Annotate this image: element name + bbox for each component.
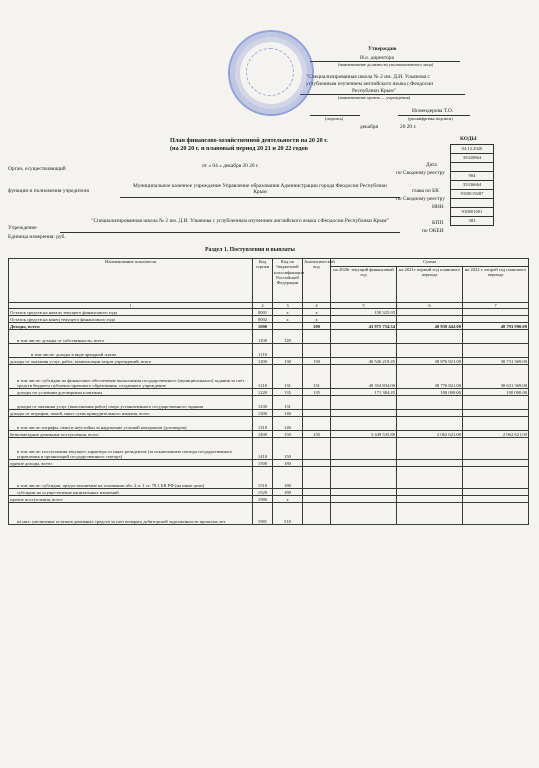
row-bk <box>273 323 303 330</box>
req-right-registry: по Сводному реестру <box>396 170 445 176</box>
row-value-y3 <box>463 344 529 358</box>
row-code: 1500 <box>253 460 273 467</box>
row-an <box>303 496 331 503</box>
row-value-y1 <box>331 344 397 358</box>
table-row <box>9 503 529 525</box>
row-an <box>303 344 331 358</box>
row-value-y2 <box>397 396 463 410</box>
row-value-y3 <box>463 489 529 496</box>
row-value-y1: 40 354 834.00 <box>331 365 397 389</box>
row-code: 1310 <box>253 417 273 431</box>
row-value-y3 <box>463 410 529 417</box>
table-row <box>9 396 529 410</box>
row-value-y1 <box>331 396 397 410</box>
row-code: 1100 <box>253 330 273 344</box>
col-header-sum: Сумма <box>331 259 529 267</box>
row-bk: 130 <box>273 358 303 365</box>
row-value-y2 <box>397 503 463 525</box>
row-value-y1: 3 449 535.89 <box>331 431 397 438</box>
row-value-y1 <box>331 438 397 460</box>
row-value-y2 <box>397 316 463 323</box>
row-an <box>303 417 331 431</box>
row-bk: 135 <box>273 389 303 396</box>
row-value-y3: 38 731 369.00 <box>463 358 529 365</box>
table-row <box>9 496 529 503</box>
row-value-y3: 40 793 990.00 <box>463 323 529 330</box>
row-value-y2 <box>397 417 463 431</box>
row-an: 131 <box>303 365 331 389</box>
table-row <box>9 417 529 431</box>
row-an <box>303 330 331 344</box>
row-value-y3 <box>463 396 529 410</box>
plan-title: План финансово-хозяйственной деятельности на 20 20 г. <box>170 137 328 144</box>
row-value-y1 <box>331 503 397 525</box>
row-name: доходы от оказания услуг (выполнения работ) сверх установленного государственного задания <box>9 396 253 410</box>
row-an: 135 <box>303 389 331 396</box>
col-header-an: Аналитический код <box>303 259 331 303</box>
row-value-y2: 2 062 621.00 <box>397 431 463 438</box>
row-code: 1510 <box>253 467 273 489</box>
row-an <box>303 396 331 410</box>
row-value-y1 <box>331 496 397 503</box>
table-row <box>9 410 529 417</box>
row-name: в том числе: субсидии на финансовое обеспечение выполнения государственного (муниципального) задания за счет средств бюджета публично-правового образования, создавшего учреждение <box>9 365 253 389</box>
row-name: Доходы, всего: <box>9 323 253 330</box>
row-value-y3 <box>463 460 529 467</box>
req-founder-label2: функции и полномочия учредителя <box>8 188 89 194</box>
req-right-date: Дата <box>426 162 437 168</box>
table-row <box>9 467 529 489</box>
row-name: прочие доходы, всего <box>9 460 253 467</box>
row-an <box>303 410 331 417</box>
row-code: 1981 <box>253 503 273 525</box>
row-an <box>303 460 331 467</box>
plan-subtitle: (на 20 20 г. и плановый период 20 21 и 20 22 годов <box>170 145 308 152</box>
row-an <box>303 438 331 460</box>
row-name: в том числе: штрафы, пени и неустойки за нарушение условий контрактов (договоров) <box>9 417 253 431</box>
row-value-y1: 150 325.93 <box>331 309 397 316</box>
signer-caption: (расшифровка подписи) <box>408 116 453 121</box>
position-caption: (наименование должности уполномоченного лица) <box>338 62 434 67</box>
row-name: доходы от штрафов, пеней, иных сумм принудительного изъятия, всего <box>9 410 253 417</box>
row-value-y3: 38 631 369.00 <box>463 365 529 389</box>
req-right-head-bk: глава по БК <box>412 188 439 194</box>
row-value-y3 <box>463 316 529 323</box>
signature-caption: (подпись) <box>325 116 344 121</box>
row-value-y3 <box>463 467 529 489</box>
row-bk: 140 <box>273 417 303 431</box>
req-founder-label: Орган, осуществляющий <box>8 166 66 172</box>
req-right-registry2: по Сводному реестру <box>396 196 445 202</box>
row-value-y2 <box>397 460 463 467</box>
table-header-row <box>9 259 529 267</box>
row-value-y2 <box>397 467 463 489</box>
approval-title: Утверждаю <box>368 46 397 52</box>
req-right-okei: по ОКЕИ <box>422 228 444 234</box>
row-value-y3 <box>463 438 529 460</box>
row-an: х <box>303 309 331 316</box>
row-name: Остаток средств на конец текущего финансового года <box>9 316 253 323</box>
row-code: 0002 <box>253 316 273 323</box>
table-row <box>9 309 529 316</box>
row-code: 1000 <box>253 323 273 330</box>
table-row <box>9 323 529 330</box>
row-value-y3: 100 000.00 <box>463 389 529 396</box>
row-bk: х <box>273 316 303 323</box>
row-value-y2: 40 939 442.00 <box>397 323 463 330</box>
table-row <box>9 431 529 438</box>
row-value-y3 <box>463 309 529 316</box>
table-row <box>9 330 529 344</box>
row-value-y1 <box>331 489 397 496</box>
row-code: 1110 <box>253 344 273 358</box>
round-stamp <box>228 30 314 116</box>
row-name: прочие поступления, всего <box>9 496 253 503</box>
row-value-y3 <box>463 417 529 431</box>
row-code: 1200 <box>253 358 273 365</box>
row-value-y1: 171 384.45 <box>331 389 397 396</box>
row-name: Остаток средств на начало текущего финансового года <box>9 309 253 316</box>
row-name: в том числе: поступления текущего характера от иных резидентов (за исключением сектора государственного управления и организаций государственного сектора) <box>9 438 253 460</box>
row-code: 1980 <box>253 496 273 503</box>
row-value-y3: 2 062 621.00 <box>463 431 529 438</box>
table-row <box>9 365 529 389</box>
row-code: 1300 <box>253 410 273 417</box>
row-value-y2: 38 876 821.00 <box>397 358 463 365</box>
table-row <box>9 389 529 396</box>
row-name: в том числе: доходы в виде арендной платы <box>9 344 253 358</box>
row-name: в том числе: субсидии, предоставляемые на основании абз. 2 п. 1 ст. 78.1 БК РФ (на иные цели) <box>9 467 253 489</box>
row-code: 1230 <box>253 396 273 410</box>
row-code: 1220 <box>253 389 273 396</box>
section-title: Раздел 1. Поступления и выплаты <box>205 247 295 253</box>
table-row <box>9 344 529 358</box>
row-value-y2 <box>397 330 463 344</box>
row-value-y1 <box>331 417 397 431</box>
row-value-y3 <box>463 503 529 525</box>
table-row <box>9 316 529 323</box>
row-value-y3 <box>463 496 529 503</box>
req-institution-value: "Специализированная школа № 2 им. Д.И. Ульянова с углубленным изучением английского языка г.Феодосии Республики Крым" <box>91 218 389 224</box>
row-code: 1400 <box>253 431 273 438</box>
row-value-y1: 43 975 754.34 <box>331 323 397 330</box>
row-value-y1 <box>331 316 397 323</box>
row-bk: 140 <box>273 410 303 417</box>
row-code: 1520 <box>253 489 273 496</box>
row-bk <box>273 344 303 358</box>
req-right-inn: ИНН <box>432 204 444 210</box>
row-name: безвозмездные денежные поступления, всего <box>9 431 253 438</box>
row-bk: 131 <box>273 396 303 410</box>
row-bk: х <box>273 496 303 503</box>
col-header-y1: на 2020г текущий финансовый год <box>331 267 397 303</box>
row-an: 150 <box>303 431 331 438</box>
row-bk: 180 <box>273 460 303 467</box>
row-bk: 180 <box>273 467 303 489</box>
table-row <box>9 489 529 496</box>
row-an <box>303 503 331 525</box>
row-an: 100 <box>303 323 331 330</box>
approval-org-line3: Республики Крым" <box>352 88 396 94</box>
signer-name: Исмендерова Т.О. <box>412 108 454 114</box>
row-value-y1 <box>331 330 397 344</box>
row-bk: 180 <box>273 489 303 496</box>
col-header-bk: Код по бюджетной классификации Российской Федерации <box>273 259 303 303</box>
row-value-y1 <box>331 467 397 489</box>
row-value-y3 <box>463 330 529 344</box>
row-bk: 150 <box>273 438 303 460</box>
codes-box: 04.12.2020 35320864 904 35336664 9108119287 910801001 383 <box>450 144 494 226</box>
row-name: доходы по условиям договорным платежам <box>9 389 253 396</box>
row-an <box>303 467 331 489</box>
row-value-y1: 40 526 218.45 <box>331 358 397 365</box>
plan-date: от « 04 » декабря 20 20 г. <box>202 163 259 169</box>
approval-org-line2: углубленным изучением английского языка г.Феодосии <box>306 81 434 87</box>
row-code: 1210 <box>253 365 273 389</box>
row-name: в том числе: доходы от собственности, всего <box>9 330 253 344</box>
row-value-y2: 100 000.00 <box>397 389 463 396</box>
row-value-y2: 38 776 821.00 <box>397 365 463 389</box>
colnum-row: 1 2 3 4 5 6 7 <box>9 303 529 309</box>
row-code: 1410 <box>253 438 273 460</box>
row-name: из них: увеличение остатков денежных средств за счет возврата дебиторской задолженности прошлых лет <box>9 503 253 525</box>
approval-org-line1: "Специализированная школа № 2 им. Д.И. Ульянова с <box>306 74 430 80</box>
org-caption: (наименование органа — учреждения) <box>338 95 411 100</box>
row-value-y1 <box>331 410 397 417</box>
req-institution-label: Учреждение <box>8 225 37 231</box>
row-name: субсидии на осуществление капитальных вложений <box>9 489 253 496</box>
receipts-payments-table <box>8 258 529 525</box>
row-bk: 120 <box>273 330 303 344</box>
table-row <box>9 438 529 460</box>
row-value-y2 <box>397 344 463 358</box>
row-an: х <box>303 316 331 323</box>
table-row <box>9 358 529 365</box>
row-name: доходы от оказания услуг, работ, компенсации затрат учреждений, всего <box>9 358 253 365</box>
row-code: 0001 <box>253 309 273 316</box>
row-value-y1 <box>331 460 397 467</box>
row-bk: 510 <box>273 503 303 525</box>
row-value-y2 <box>397 496 463 503</box>
row-value-y2 <box>397 438 463 460</box>
req-founder-value: Муниципальное казенное учреждение Управление образования Администрации города Феодосии Республики Крым <box>133 183 387 195</box>
col-header-code: Код строки <box>253 259 273 303</box>
approval-date-year: 20 20 г. <box>400 124 417 130</box>
col-header-y2: на 2021г первый год планового периода <box>397 267 463 303</box>
row-bk: 131 <box>273 365 303 389</box>
col-header-y3: на 2022 г. второй год планового периода <box>463 267 529 303</box>
approval-position: И.о. директора <box>360 55 394 61</box>
row-bk: х <box>273 309 303 316</box>
approval-date-month: декабря <box>360 124 378 130</box>
row-an: 130 <box>303 358 331 365</box>
codes-header: КОДЫ <box>460 136 477 142</box>
row-value-y2 <box>397 309 463 316</box>
row-bk: 150 <box>273 431 303 438</box>
table-row <box>9 460 529 467</box>
req-right-kpp: КПП <box>432 220 444 226</box>
row-an <box>303 489 331 496</box>
row-value-y2 <box>397 489 463 496</box>
req-unit-label: Единица измерения: руб. <box>8 234 66 240</box>
row-value-y2 <box>397 410 463 417</box>
col-header-name: Наименование показателя <box>9 259 253 303</box>
